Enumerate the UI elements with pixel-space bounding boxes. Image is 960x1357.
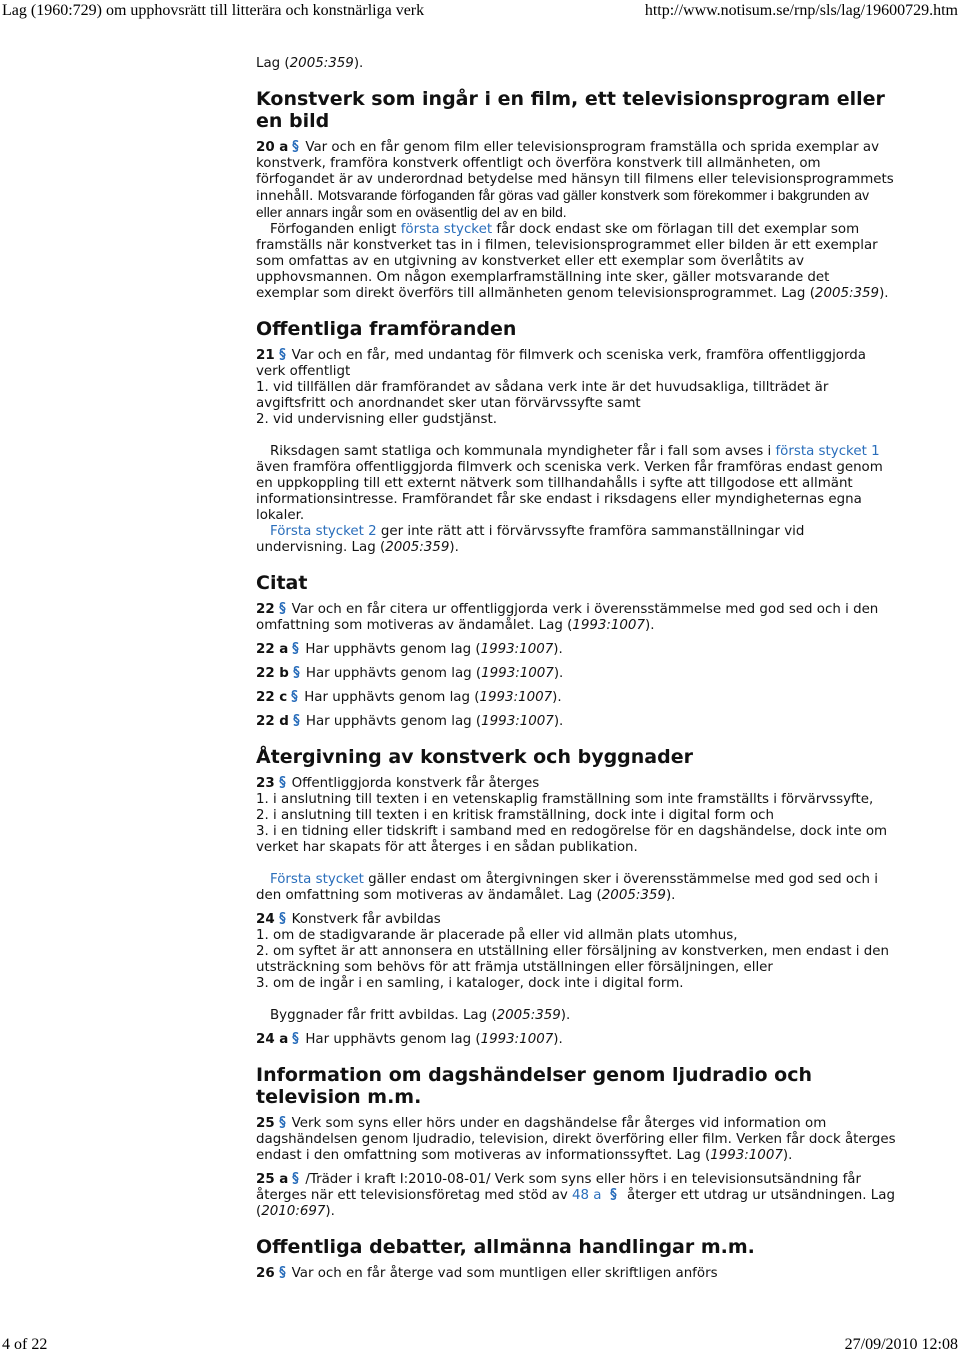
section-23-item-1: 1. i anslutning till texten i en vetenskaplig framställning som inte framställts i förvärvssyfte, [256,792,874,807]
section-23: 23 Offentliggjorda konstverk får återges [256,776,540,791]
heading-offentliga-debatter: Offentliga debatter, allmänna handlingar m.m. [256,1236,755,1258]
paragraph-icon[interactable] [608,1188,619,1200]
heading-atergivning: Återgivning av konstverk och byggnader [256,746,693,768]
paragraph-icon[interactable] [290,642,301,654]
link-forsta-stycket-1[interactable]: första stycket 1 [775,444,880,459]
section-24: 24 Konstverk får avbildas [256,912,441,927]
section-26: 26 Var och en får återge vad som muntligen eller skriftligen anförs [256,1266,718,1281]
section-22a: 22 a Har upphävts genom lag (1993:1007). [256,642,563,657]
paragraph-icon[interactable] [277,776,288,788]
paragraph-icon[interactable] [277,1116,288,1128]
heading-konstverk-film: Konstverk som ingår i en film, ett televisionsprogram eller en bild [256,88,885,132]
paragraph-icon[interactable] [289,690,300,702]
section-24-item-2: 2. om syftet är att annonsera en utställning eller försäljning av konstverken, men endast i den utsträckning som behövs för att främja utställningen eller försäljningen, eller [256,944,889,975]
link-48a[interactable]: 48 a [572,1188,602,1203]
section-23-item-2: 2. i anslutning till texten i en kritisk framställning, dock inte i digital form och [256,808,774,823]
heading-citat: Citat [256,572,308,594]
amendment-note: Lag (2005:359). [256,56,364,71]
section-23-item-3: 3. i en tidning eller tidskrift i samband med en redogörelse för en dagshändelse, dock inte om verket har skapats för att återges i en sådan publikation. [256,824,888,855]
section-21-p2: Riksdagen samt statliga och kommunala myndigheter får i fall som avses i första stycket 1 även framföra offentliggjorda filmverk och sceniska verk. Verken får framföras endast genom en uppkoppling till ett externt nätverk som tillhandahålls i syfte att tillgodose ett allmänt informationsintresse. Framförandet får ske endast i riksdagens eller myndigheternas egna lokaler. [256,444,883,523]
paragraph-icon[interactable] [277,912,288,924]
paragraph-icon[interactable] [277,348,288,360]
link-forsta-stycket-2[interactable]: Första stycket 2 [270,524,377,539]
section-22b: 22 b Har upphävts genom lag (1993:1007). [256,666,564,681]
section-24-item-3: 3. om de ingår i en samling, i kataloger, dock inte i digital form. [256,976,684,991]
law-text [256,56,896,1282]
section-22: 22 Var och en får citera ur offentliggjorda verk i överensstämmelse med god sed och i den omfattning som motiveras av ändamålet. Lag (1993:1007). [256,602,879,633]
heading-offentliga-framforanden: Offentliga framföranden [256,318,517,340]
page-number: 4 of 22 [2,1336,48,1353]
section-25a: 25 a /Träder i kraft I:2010-08-01/ Verk som syns eller hörs i en televisionsutsändning får återges när ett televisionsföretag med stöd av 48 a återger ett utdrag ur utsändningen. Lag (2010:697). [256,1172,895,1219]
section-24a: 24 a Har upphävts genom lag (1993:1007). [256,1032,563,1047]
paragraph-icon[interactable] [290,1032,301,1044]
section-20a-p2: Förfoganden enligt första stycket får dock endast ske om förlagan till det exemplar som framställs när konstverket tas in i filmen, televisionsprogrammet eller bilden är ett exemplar som omfattas av en utgivning av konstverket eller ett exemplar som överlåtits av upphovsmannen. Om någon exemplarframställning inte sker, gäller motsvarande det exemplar som direkt överförs till allmänheten genom televisionsprogrammet. Lag (2005:359). [256,222,889,301]
section-20a: 20 a Var och en får genom film eller televisionsprogram framställa och sprida exemplar av konstverk, framföra konstverk offentligt och överföra konstverk till allmänheten, om förfogandet är av underordnad betydelse med hänsyn till filmens eller televisionsprogrammets innehåll. Motsvarande förfoganden får göras vad gäller konstverk som förekommer i bakgrunden av eller annars ingår som en oväsentlig del av en bild. [256,140,894,220]
paragraph-icon[interactable] [291,666,302,678]
print-datetime: 27/09/2010 12:08 [844,1336,958,1353]
section-21-p3: Första stycket 2 ger inte rätt att i förvärvssyfte framföra sammanställningar vid undervisning. Lag (2005:359). [256,524,805,555]
print-header [0,0,960,22]
section-23-p2: Första stycket gäller endast om återgivningen sker i överensstämmelse med god sed och i den omfattning som motiveras av ändamålet. Lag (2005:359). [256,872,878,903]
section-22c: 22 c Har upphävts genom lag (1993:1007). [256,690,562,705]
link-forsta-stycket[interactable]: första stycket [400,222,493,237]
heading-dagshandelser: Information om dagshändelser genom ljudradio och television m.m. [256,1064,812,1108]
link-forsta-stycket-23[interactable]: Första stycket [270,872,364,887]
section-25: 25 Verk som syns eller hörs under en dagshändelse får återges vid information om dagshändelsen genom ljudradio, television, direkt överföring eller film. Verken får dock återges endast i den omfattning som motiveras av informationssyftet. Lag (1993:1007). [256,1116,896,1163]
paragraph-icon[interactable] [277,602,288,614]
section-21-item-1: 1. vid tillfällen där framförandet av sådana verk inte är det huvudsakliga, tillträdet är avgiftsfritt och anordnandet sker utan förvärvssyfte samt [256,380,829,411]
document-url: http://www.notisum.se/rnp/sls/lag/19600729.htm [644,2,958,19]
paragraph-icon[interactable] [290,1172,301,1184]
section-24-p2: Byggnader får fritt avbildas. Lag (2005:359). [270,1008,571,1023]
section-21-item-2: 2. vid undervisning eller gudstjänst. [256,412,498,427]
document-title: Lag (1960:729) om upphovsrätt till litterära och konstnärliga verk [2,2,425,19]
paragraph-icon[interactable] [290,140,301,152]
paragraph-icon[interactable] [291,714,302,726]
section-22d: 22 d Har upphävts genom lag (1993:1007). [256,714,564,729]
section-24-item-1: 1. om de stadigvarande är placerade på eller vid allmän plats utomhus, [256,928,738,943]
section-21: 21 Var och en får, med undantag för filmverk och sceniska verk, framföra offentliggjorda verk offentligt [256,348,866,379]
print-footer [0,1334,960,1356]
paragraph-icon[interactable] [277,1266,288,1278]
